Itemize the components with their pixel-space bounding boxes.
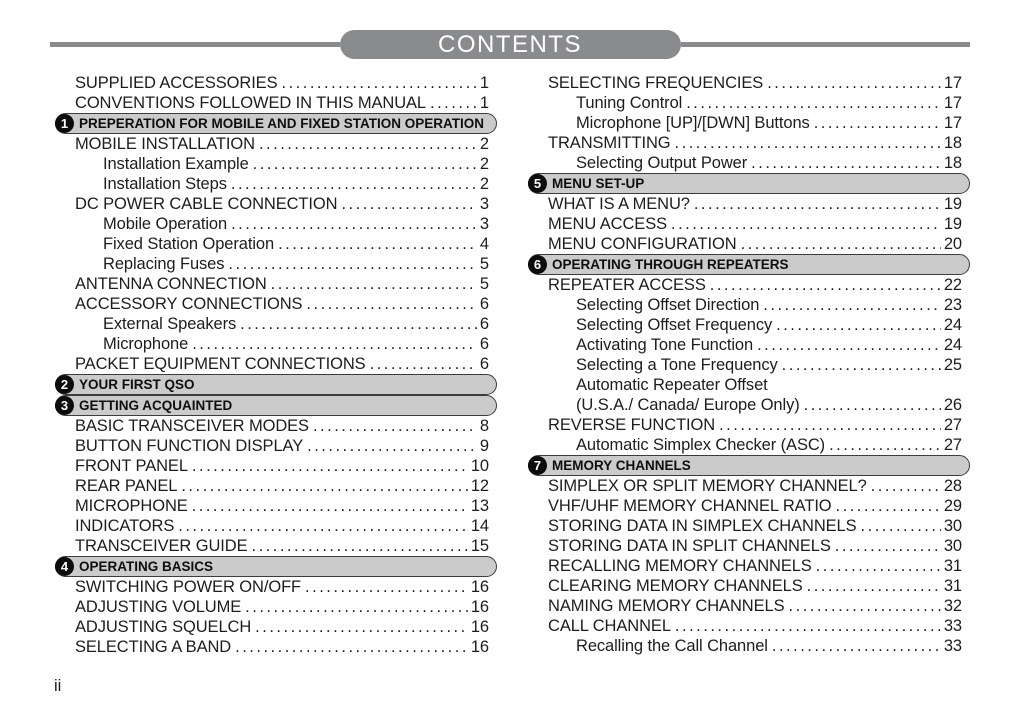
toc-entry-page: 5 (479, 255, 489, 273)
toc-entry-page: 19 (943, 215, 962, 233)
toc-entry (55, 416, 497, 436)
toc-entry-title: REVERSE FUNCTION (548, 416, 716, 434)
section-title: PREPERATION FOR MOBILE AND FIXED STATION OPERATION (79, 116, 485, 131)
toc-entry (528, 153, 970, 173)
toc-entry-title: Selecting a Tone Frequency (576, 356, 778, 374)
section-title: GETTING ACQUAINTED (79, 398, 233, 413)
toc-entry-title: SWITCHING POWER ON/OFF (75, 578, 302, 596)
toc-entry-title: Automatic Repeater Offset (576, 376, 768, 394)
toc-entry (528, 616, 970, 636)
toc-entry (528, 556, 970, 576)
toc-entry-page: 26 (943, 396, 962, 414)
toc-entry-page: 32 (943, 597, 962, 615)
dot-leader (245, 597, 468, 617)
toc-entry (528, 93, 970, 113)
toc-entry (55, 436, 497, 456)
toc-entry (55, 154, 497, 174)
dot-leader (675, 616, 941, 636)
toc-entry (55, 194, 497, 214)
toc-entry-page: 1 (479, 74, 489, 92)
dot-leader (836, 496, 941, 516)
toc-entry-page: 16 (470, 638, 489, 656)
dot-leader (192, 496, 468, 516)
toc-entry-page: 6 (479, 295, 489, 313)
toc-entry-title: Tuning Control (576, 94, 683, 112)
section-title: OPERATING THROUGH REPEATERS (552, 257, 789, 272)
dot-leader (807, 576, 941, 596)
toc-entry (55, 456, 497, 476)
dot-leader (181, 476, 468, 496)
toc-column-right (528, 73, 970, 656)
toc-entry-page: 4 (479, 235, 489, 253)
header-rule-right (681, 42, 971, 47)
toc-entry (528, 496, 970, 516)
toc-entry-title: TRANSMITTING (548, 134, 671, 152)
toc-entry-page: 8 (479, 417, 489, 435)
dot-leader (675, 133, 941, 153)
toc-entry-title: External Speakers (103, 315, 237, 333)
page-header (50, 30, 970, 59)
toc-column-left (55, 73, 497, 657)
toc-entry-title: Selecting Output Power (576, 154, 748, 172)
dot-leader (861, 516, 941, 536)
toc-entry-title: MICROPHONE (75, 497, 188, 515)
page-title: CONTENTS (438, 30, 582, 58)
toc-entry (55, 577, 497, 597)
toc-entry (55, 334, 497, 354)
toc-entry (528, 596, 970, 616)
dot-leader (307, 436, 477, 456)
toc-entry-title: Selecting Offset Direction (576, 296, 760, 314)
toc-entry-title: INDICATORS (75, 517, 175, 535)
toc-entry-title: RECALLING MEMORY CHANNELS (548, 557, 812, 575)
dot-leader (671, 214, 941, 234)
toc-entry-page: 15 (470, 537, 489, 555)
toc-entry (55, 134, 497, 154)
dot-leader (305, 577, 468, 597)
toc-entry-title: SELECTING A BAND (75, 638, 232, 656)
section-header (528, 173, 970, 194)
toc-entry-page: 16 (470, 618, 489, 636)
toc-entry-title: MOBILE INSTALLATION (75, 135, 255, 153)
toc-entry (528, 375, 970, 395)
toc-entry (528, 315, 970, 335)
dot-leader (192, 456, 468, 476)
toc-entry (528, 335, 970, 355)
dot-leader (252, 536, 468, 556)
section-header (55, 113, 497, 134)
toc-entry-page: 28 (943, 477, 962, 495)
dot-leader (231, 214, 477, 234)
toc-entry-page: 16 (470, 598, 489, 616)
toc-entry-page: 20 (943, 235, 962, 253)
toc-entry (528, 73, 970, 93)
toc-entry-page: 17 (943, 114, 962, 132)
toc-entry-page: 27 (943, 436, 962, 454)
toc-entry-title: CONVENTIONS FOLLOWED IN THIS MANUAL (75, 94, 426, 112)
toc-entry (55, 476, 497, 496)
toc-entry-page: 16 (470, 578, 489, 596)
toc-entry (55, 294, 497, 314)
dot-leader (829, 435, 941, 455)
dot-leader (694, 194, 941, 214)
toc-entry (55, 234, 497, 254)
section-header (55, 556, 497, 577)
toc-entry (55, 617, 497, 637)
toc-entry (55, 354, 497, 374)
dot-leader (719, 415, 941, 435)
dot-leader (282, 73, 477, 93)
toc-entry-page: 19 (943, 195, 962, 213)
section-title: MENU SET-UP (552, 176, 645, 191)
toc-entry (528, 536, 970, 556)
toc-entry-title: SELECTING FREQUENCIES (548, 74, 764, 92)
toc-entry-title: Microphone [UP]/[DWN] Buttons (576, 114, 810, 132)
toc-entry-page: 33 (943, 637, 962, 655)
toc-entry (55, 174, 497, 194)
toc-entry-page: 6 (479, 315, 489, 333)
section-title: MEMORY CHANNELS (552, 458, 691, 473)
page-title-pill (340, 30, 681, 59)
toc-entry-page: 25 (943, 356, 962, 374)
toc-entry (55, 314, 497, 334)
dot-leader (741, 234, 941, 254)
toc-entry-page: 6 (479, 335, 489, 353)
section-number-badge: 3 (55, 396, 74, 415)
toc-entry-page: 33 (943, 617, 962, 635)
toc-entry (528, 234, 970, 254)
toc-entry-title: Selecting Offset Frequency (576, 316, 773, 334)
dot-leader (816, 556, 941, 576)
dot-leader (710, 275, 941, 295)
page-number: ii (54, 677, 62, 695)
toc-entry (55, 496, 497, 516)
toc-entry-page: 23 (943, 296, 962, 314)
toc-entry-title: PACKET EQUIPMENT CONNECTIONS (75, 355, 366, 373)
toc-entry-title: MENU CONFIGURATION (548, 235, 737, 253)
toc-entry-title: BUTTON FUNCTION DISPLAY (75, 437, 304, 455)
toc-entry-title: Replacing Fuses (103, 255, 225, 273)
toc-entry-page: 22 (943, 276, 962, 294)
toc-entry-page: 27 (943, 416, 962, 434)
dot-leader (686, 93, 941, 113)
toc-entry-title: TRANSCEIVER GUIDE (75, 537, 248, 555)
toc-entry-title: Installation Example (103, 155, 249, 173)
section-header (528, 455, 970, 476)
toc-entry-page: 3 (479, 215, 489, 233)
dot-leader (255, 617, 468, 637)
dot-leader (804, 395, 941, 415)
section-number-badge: 6 (528, 255, 547, 274)
toc-entry (528, 355, 970, 375)
dot-leader (231, 174, 477, 194)
dot-leader (772, 636, 941, 656)
toc-entry (55, 637, 497, 657)
toc-entry-title: SUPPLIED ACCESSORIES (75, 74, 278, 92)
toc-entry-page: 3 (479, 195, 489, 213)
toc-entry (55, 536, 497, 556)
toc-entry-title: CALL CHANNEL (548, 617, 671, 635)
dot-leader (306, 294, 477, 314)
section-header (55, 374, 497, 395)
toc-entry-title: Fixed Station Operation (103, 235, 275, 253)
toc-entry-page: 24 (943, 336, 962, 354)
dot-leader (228, 254, 477, 274)
toc-entry-page: 18 (943, 134, 962, 152)
dot-leader (776, 315, 941, 335)
toc-entry-title: DC POWER CABLE CONNECTION (75, 195, 338, 213)
toc-entry (55, 597, 497, 617)
toc-entry-page: 18 (943, 154, 962, 172)
toc-entry-title: Mobile Operation (103, 215, 228, 233)
toc-entry-title: SIMPLEX OR SPLIT MEMORY CHANNEL? (548, 477, 867, 495)
toc-entry (528, 133, 970, 153)
header-rule-left (50, 42, 340, 47)
toc-entry (528, 113, 970, 133)
toc-entry-title: Microphone (103, 335, 189, 353)
dot-leader (313, 416, 477, 436)
dot-leader (253, 154, 477, 174)
dot-leader (767, 73, 941, 93)
toc-entry (55, 93, 497, 113)
toc-entry (528, 576, 970, 596)
toc-entry-title: VHF/UHF MEMORY CHANNEL RATIO (548, 497, 832, 515)
toc-entry-page: 30 (943, 517, 962, 535)
dot-leader (235, 637, 468, 657)
toc-entry-title: (U.S.A./ Canada/ Europe Only) (576, 396, 800, 414)
section-title: OPERATING BASICS (79, 559, 214, 574)
toc-entry (528, 275, 970, 295)
toc-entry-title: REAR PANEL (75, 477, 178, 495)
toc-entry-title: FRONT PANEL (75, 457, 188, 475)
dot-leader (871, 476, 941, 496)
toc-entry-title: NAMING MEMORY CHANNELS (548, 597, 785, 615)
toc-entry-page: 2 (479, 175, 489, 193)
dot-leader (763, 295, 941, 315)
toc-entry (528, 214, 970, 234)
toc-entry (528, 476, 970, 496)
section-number-badge: 1 (55, 114, 74, 133)
toc-entry (528, 636, 970, 656)
toc-entry-page: 31 (943, 557, 962, 575)
toc-entry-title: BASIC TRANSCEIVER MODES (75, 417, 309, 435)
toc-entry-title: Activating Tone Function (576, 336, 754, 354)
section-header (528, 254, 970, 275)
dot-leader (240, 314, 477, 334)
dot-leader (192, 334, 477, 354)
toc-entry-page: 17 (943, 74, 962, 92)
toc-entry-page: 12 (470, 477, 489, 495)
dot-leader (751, 153, 941, 173)
toc-entry-page: 24 (943, 316, 962, 334)
dot-leader (757, 335, 941, 355)
toc-entry-page: 17 (943, 94, 962, 112)
section-number-badge: 7 (528, 456, 547, 475)
toc-entry (528, 516, 970, 536)
dot-leader (788, 596, 940, 616)
toc-entry-page: 29 (943, 497, 962, 515)
toc-entry-page: 2 (479, 135, 489, 153)
section-number-badge: 4 (55, 557, 74, 576)
toc-entry (528, 395, 970, 415)
toc-entry (528, 295, 970, 315)
toc-entry (528, 194, 970, 214)
toc-entry (55, 73, 497, 93)
toc-entry-page: 9 (479, 437, 489, 455)
section-title: YOUR FIRST QSO (79, 377, 195, 392)
toc-entry-page: 14 (470, 517, 489, 535)
section-number-badge: 2 (55, 375, 74, 394)
toc-entry-title: WHAT IS A MENU? (548, 195, 690, 213)
toc-entry-page: 1 (479, 94, 489, 112)
toc-entry-page: 6 (479, 355, 489, 373)
toc-entry-title: Installation Steps (103, 175, 227, 193)
toc-entry-page: 2 (479, 155, 489, 173)
toc-entry-title: REPEATER ACCESS (548, 276, 706, 294)
dot-leader (370, 354, 477, 374)
toc-entry (55, 214, 497, 234)
dot-leader (782, 355, 941, 375)
toc-entry-title: ADJUSTING VOLUME (75, 598, 242, 616)
section-number-badge: 5 (528, 174, 547, 193)
dot-leader (430, 93, 477, 113)
dot-leader (341, 194, 476, 214)
toc-entry-title: CLEARING MEMORY CHANNELS (548, 577, 803, 595)
toc-entry-title: Automatic Simplex Checker (ASC) (576, 436, 826, 454)
toc-entry-title: STORING DATA IN SPLIT CHANNELS (548, 537, 831, 555)
dot-leader (278, 234, 477, 254)
dot-leader (178, 516, 468, 536)
toc-entry-page: 5 (479, 275, 489, 293)
toc-entry-page: 13 (470, 497, 489, 515)
dot-leader (835, 536, 941, 556)
toc-entry-title: Recalling the Call Channel (576, 637, 768, 655)
toc-entry-title: ADJUSTING SQUELCH (75, 618, 252, 636)
toc-entry-title: MENU ACCESS (548, 215, 668, 233)
toc-entry-title: STORING DATA IN SIMPLEX CHANNELS (548, 517, 857, 535)
toc-entry-page: 31 (943, 577, 962, 595)
toc-entry-page: 10 (470, 457, 489, 475)
toc-entry (55, 254, 497, 274)
toc-entry (55, 516, 497, 536)
toc-entry-page: 30 (943, 537, 962, 555)
toc-entry (528, 415, 970, 435)
dot-leader (814, 113, 941, 133)
dot-leader (271, 274, 477, 294)
toc-entry-title: ANTENNA CONNECTION (75, 275, 267, 293)
section-header (55, 395, 497, 416)
toc-entry-title: ACCESSORY CONNECTIONS (75, 295, 303, 313)
toc-entry (528, 435, 970, 455)
toc-entry (55, 274, 497, 294)
dot-leader (259, 134, 477, 154)
